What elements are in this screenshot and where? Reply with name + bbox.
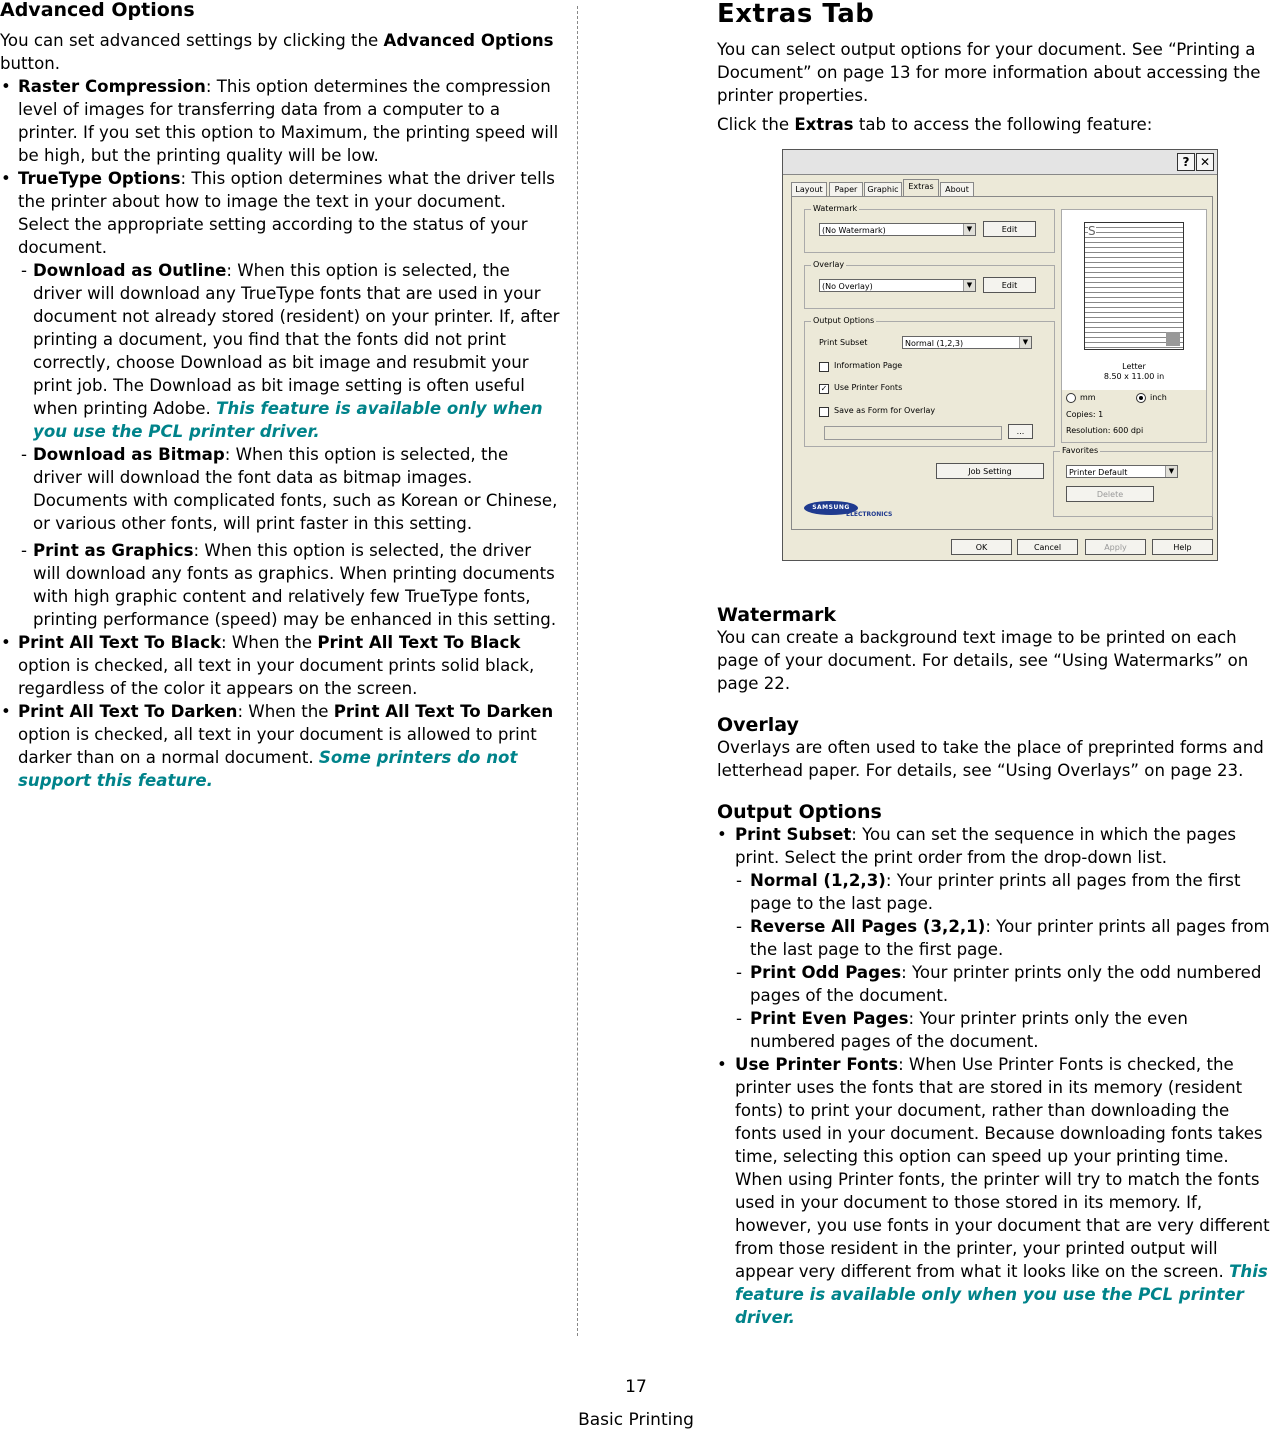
chapter-name: Basic Printing — [578, 1410, 694, 1430]
printer-properties-dialog — [782, 149, 1218, 561]
normal-order-item: - Normal (1,2,3): Your printer prints all pages from the first page to the last page. — [736, 871, 1241, 913]
download-bitmap-item: - Download as Bitmap: When this option is selected, the driver will download the font data as bitmap images. Documents with complicated fonts, such as Korean or Chinese, or various other fonts, will print faster in this setting. — [21, 445, 558, 533]
tab-graphic[interactable]: Graphic — [864, 182, 902, 198]
page-preview-mark: S — [1088, 224, 1096, 238]
save-overlay-checkbox[interactable] — [819, 407, 829, 417]
page-number: 17 — [625, 1377, 647, 1397]
paper-size: 8.50 x 11.00 in — [1103, 372, 1165, 381]
page-preview — [1084, 222, 1184, 350]
tab-about[interactable]: About — [940, 182, 974, 198]
chevron-down-icon: ▼ — [963, 280, 975, 291]
chevron-down-icon: ▼ — [963, 224, 975, 235]
extras-panel — [791, 196, 1213, 530]
cancel-button[interactable]: Cancel — [1017, 539, 1078, 555]
watermark-group-label: Watermark — [813, 204, 858, 213]
advanced-options-heading: Advanced Options — [0, 0, 195, 21]
unit-mm-radio[interactable] — [1066, 393, 1076, 403]
preview-box — [1061, 209, 1207, 443]
samsung-logo-mark: SAMSUNG — [804, 501, 858, 515]
favorites-group-label: Favorites — [1062, 446, 1099, 455]
samsung-logo — [804, 501, 894, 518]
copies-value: Copies: 1 — [1066, 410, 1104, 419]
watermark-select[interactable]: (No Watermark) ▼ — [819, 223, 976, 236]
resolution-value: Resolution: 600 dpi — [1066, 426, 1144, 435]
favorites-select[interactable]: Printer Default ▼ — [1066, 465, 1178, 478]
page-preview-corner — [1166, 332, 1180, 346]
overlay-select[interactable]: (No Overlay) ▼ — [819, 279, 976, 292]
extras-intro: You can select output options for your document. See “Printing a Document” on page 13 for more information about accessing the printer properties. — [717, 40, 1261, 105]
even-pages-item: - Print Even Pages: Your printer prints only the even numbered pages of the document. — [736, 1009, 1188, 1051]
output-options-group — [804, 316, 1055, 447]
use-printer-fonts-checkbox[interactable]: ✓ — [820, 384, 828, 393]
dialog-titlebar — [783, 150, 1217, 175]
extras-tab-heading: Extras Tab — [717, 0, 875, 29]
overlay-edit-button[interactable]: Edit — [983, 277, 1036, 293]
use-printer-fonts-item: • Use Printer Fonts: When Use Printer Fonts is checked, the printer uses the fonts that are stored in its memory (resident fonts) to print your document, rather than downloading the fonts used in your document. Because downloading fonts takes time, selecting this option can speed up your printing time. When using Printer fonts, the printer will try to match the fonts used in your document to those stored in its memory. If, however, you use fonts in your document that are very different from those resident in the printer, your printed output will appear very different from what it looks like on the screen. This feature is available only when you use the PCL printer driver. — [717, 1053, 1272, 1329]
help-button[interactable]: Help — [1152, 539, 1213, 555]
help-title-button[interactable]: ? — [1177, 153, 1195, 171]
overlay-paragraph: Overlays are often used to take the place of preprinted forms and letterhead paper. For details, see “Using Overlays” on page 23. — [717, 738, 1264, 780]
download-outline-item: - Download as Outline: When this option is selected, the driver will download any TrueType fonts that are used in your document not already stored (resident) on your printer. If, after printing a document, you find that the fonts did not print correctly, choose Download as bit image and resubmit your print job. The Download as bit image setting is often useful when printing Adobe. This feature is available only when you use the PCL printer driver. — [21, 261, 560, 441]
watermark-paragraph: You can create a background text image to be printed on each page of your document. For details, see “Using Watermarks” on page 22. — [717, 628, 1249, 693]
odd-pages-item: - Print Odd Pages: Your printer prints only the odd numbered pages of the document. — [736, 963, 1262, 1005]
truetype-options-item: • TrueType Options: This option determines what the driver tells the printer about how to image the text in your document. Select the appropriate setting according to the status of your document. — [0, 167, 560, 259]
unit-inch-label: inch — [1150, 393, 1167, 402]
print-darken-item: • Print All Text To Darken: When the Print All Text To Darken option is checked, all text in your document is allowed to print darker than on a normal document. Some printers do not support this feature. — [0, 700, 560, 792]
overlay-group — [804, 260, 1055, 309]
print-subset-select[interactable]: Normal (1,2,3) ▼ — [902, 336, 1032, 349]
raster-compression-item: • Raster Compression: This option determines the compression level of images for transferring data from a computer to a printer. If you set this option to Maximum, the printing speed will be high, but the printing quality will be low. — [0, 75, 560, 167]
preview-info — [1062, 390, 1206, 442]
print-subset-label: Print Subset — [819, 338, 868, 347]
overlay-path-field[interactable] — [824, 426, 1002, 440]
apply-button[interactable]: Apply — [1085, 539, 1146, 555]
overlay-group-label: Overlay — [813, 260, 845, 269]
save-overlay-label: Save as Form for Overlay — [834, 406, 936, 415]
output-options-group-label: Output Options — [813, 316, 875, 325]
extras-click-instruction: Click the Extras tab to access the following feature: — [717, 115, 1153, 134]
unit-mm-label: mm — [1080, 393, 1096, 402]
advanced-intro: You can set advanced settings by clicking the Advanced Options button. — [0, 31, 554, 73]
samsung-logo-sub: ELECTRONICS — [846, 511, 893, 518]
watermark-edit-button[interactable]: Edit — [983, 221, 1036, 237]
info-page-checkbox[interactable] — [819, 362, 829, 372]
left-column — [0, 0, 560, 792]
ok-button[interactable]: OK — [951, 539, 1012, 555]
unit-inch-radio[interactable] — [1136, 393, 1146, 403]
print-black-item: • Print All Text To Black: When the Print All Text To Black option is checked, all text in your document prints solid black, regardless of the color it appears on the screen. — [0, 631, 560, 700]
close-title-button[interactable]: ✕ — [1196, 153, 1214, 171]
paper-name: Letter — [1122, 362, 1146, 371]
delete-favorite-button[interactable]: Delete — [1066, 486, 1154, 502]
watermark-heading: Watermark — [717, 604, 837, 626]
use-printer-fonts-label: Use Printer Fonts — [834, 383, 903, 392]
print-as-graphics-item: - Print as Graphics: When this option is selected, the driver will download any fonts as graphics. When printing documents with high graphic content and relatively few TrueType fonts, printing performance (speed) may be enhanced in this setting. — [21, 541, 557, 629]
tab-layout[interactable]: Layout — [791, 182, 827, 198]
favorites-group — [1053, 446, 1213, 517]
info-page-label: Information Page — [834, 361, 903, 370]
output-options-heading: Output Options — [717, 801, 882, 823]
tab-paper[interactable]: Paper — [829, 182, 863, 198]
chevron-down-icon: ▼ — [1165, 466, 1177, 477]
tab-extras[interactable]: Extras — [903, 179, 939, 198]
reverse-order-item: - Reverse All Pages (3,2,1): Your printer prints all pages from the last page to the first page. — [736, 917, 1270, 959]
chevron-down-icon: ▼ — [1019, 337, 1031, 348]
job-setting-button[interactable]: Job Setting — [936, 463, 1044, 479]
watermark-group — [804, 204, 1055, 253]
browse-button[interactable]: ... — [1008, 424, 1033, 439]
print-subset-item: • Print Subset: You can set the sequence in which the pages print. Select the print order from the drop-down list. — [717, 823, 1272, 869]
overlay-heading: Overlay — [717, 714, 799, 736]
column-divider — [577, 6, 578, 1336]
